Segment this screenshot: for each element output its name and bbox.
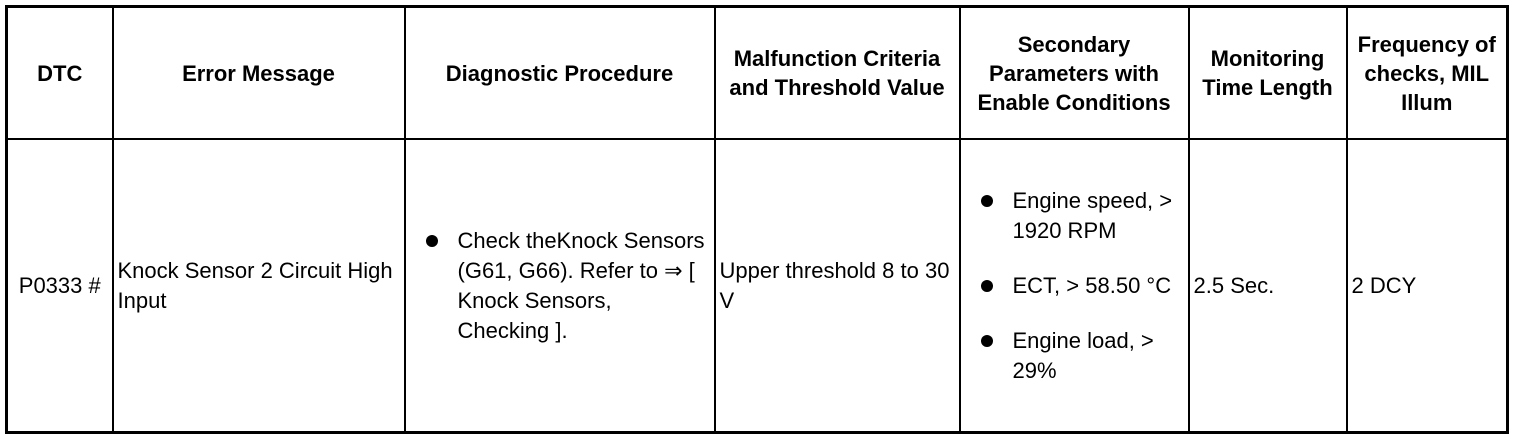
list-item xyxy=(961,186,1188,246)
header-error-message: Error Message xyxy=(113,7,405,140)
secondary-parameters-list xyxy=(961,186,1188,386)
list-item xyxy=(961,271,1188,301)
table-row xyxy=(7,139,1508,433)
header-dtc: DTC xyxy=(7,7,113,140)
bullet-icon xyxy=(426,235,438,247)
secondary-parameter-text: ECT, > 58.50 °C xyxy=(1012,272,1172,298)
secondary-parameter-text: Engine speed, > 1920 RPM xyxy=(1012,187,1173,243)
header-diagnostic-procedure: Diagnostic Procedure xyxy=(405,7,715,140)
cell-secondary-parameters xyxy=(960,139,1189,433)
header-row xyxy=(7,7,1508,140)
header-malfunction-criteria: Malfunction Criteria and Threshold Value xyxy=(715,7,960,140)
list-item xyxy=(406,226,714,346)
header-secondary-parameters: Secondary Parameters with Enable Conditions xyxy=(960,7,1189,140)
cell-malfunction-criteria: Upper threshold 8 to 30 V xyxy=(715,139,960,433)
cell-diagnostic-procedure xyxy=(405,139,715,433)
dtc-table xyxy=(5,5,1509,434)
secondary-parameter-text: Engine load, > 29% xyxy=(1012,327,1154,383)
cell-dtc: P0333 # xyxy=(7,139,113,433)
bullet-icon xyxy=(981,335,993,347)
cell-monitoring-time: 2.5 Sec. xyxy=(1189,139,1347,433)
cell-error-message: Knock Sensor 2 Circuit High Input xyxy=(113,139,405,433)
dtc-table-container xyxy=(5,5,1509,434)
header-frequency: Frequency of checks, MIL Illum xyxy=(1347,7,1508,140)
header-monitoring-time: Monitoring Time Length xyxy=(1189,7,1347,140)
list-item xyxy=(961,326,1188,386)
cell-frequency: 2 DCY xyxy=(1347,139,1508,433)
bullet-icon xyxy=(981,195,993,207)
diagnostic-procedure-text: Check theKnock Sensors (G61, G66). Refer to ⇒ [ Knock Sensors, Checking ]. xyxy=(457,227,705,343)
bullet-icon xyxy=(981,280,993,292)
diagnostic-procedure-list xyxy=(406,226,714,346)
